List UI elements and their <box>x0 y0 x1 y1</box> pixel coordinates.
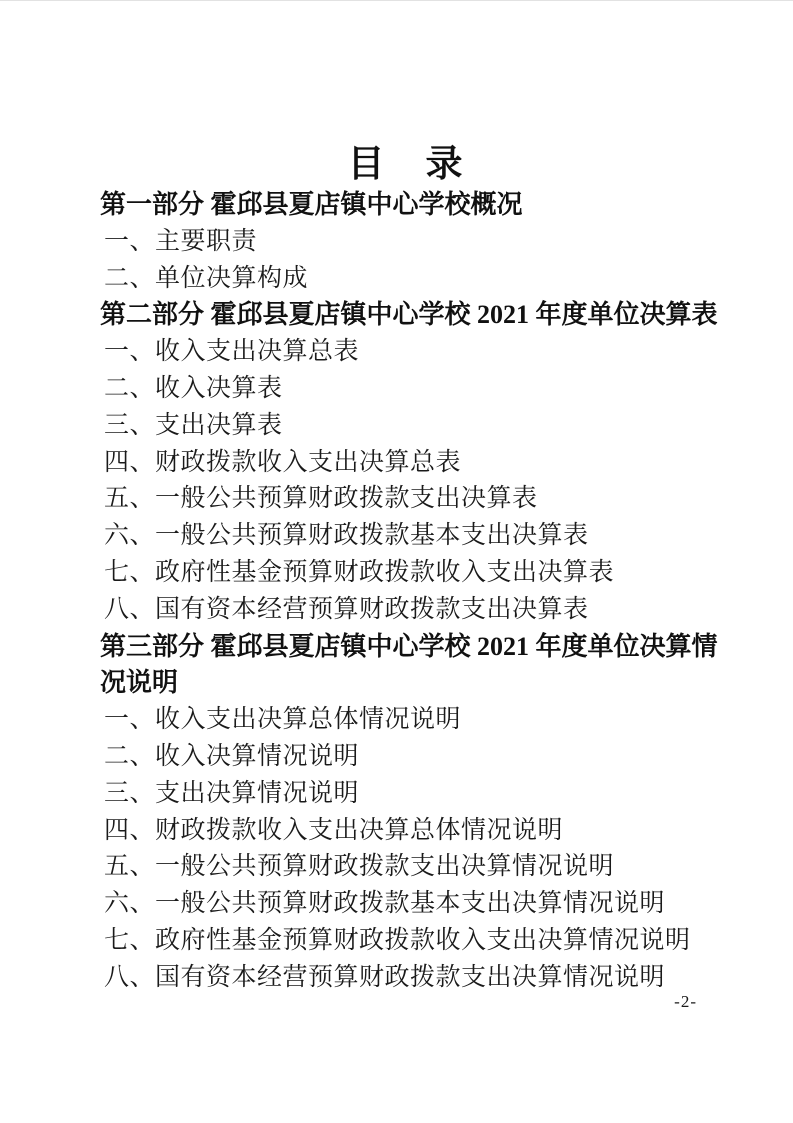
toc-part2-item-5: 五、一般公共预算财政拨款支出决算表 <box>104 485 538 513</box>
toc-part3-heading-line1: 第三部分 霍邱县夏店镇中心学校 2021 年度单位决算情 <box>100 631 718 661</box>
toc-part3-item-1: 一、收入支出决算总体情况说明 <box>104 706 462 734</box>
toc-part1-item-2: 二、单位决算构成 <box>104 264 309 292</box>
toc-part3-item-2: 二、收入决算情况说明 <box>104 742 360 770</box>
page-number: -2- <box>674 992 697 1011</box>
table-of-contents <box>100 187 720 997</box>
toc-part3-item-5: 五、一般公共预算财政拨款支出决算情况说明 <box>104 853 615 881</box>
toc-part2-item-3: 三、支出决算表 <box>104 411 283 439</box>
toc-part3-item-4: 四、财政拨款收入支出决算总体情况说明 <box>104 816 564 844</box>
toc-part2-item-8: 八、国有资本经营预算财政拨款支出决算表 <box>104 595 589 623</box>
toc-part2-item-7: 七、政府性基金预算财政拨款收入支出决算表 <box>104 558 615 586</box>
toc-part1-heading: 第一部分 霍邱县夏店镇中心学校概况 <box>100 190 523 219</box>
toc-part3-item-7: 七、政府性基金预算财政拨款收入支出决算情况说明 <box>104 926 691 954</box>
toc-part2-heading: 第二部分 霍邱县夏店镇中心学校 2021 年度单位决算表 <box>100 300 718 330</box>
toc-part2-item-4: 四、财政拨款收入支出决算总表 <box>104 448 462 476</box>
toc-part3-heading-line2: 况说明 <box>100 668 179 698</box>
toc-part2-item-2: 二、收入决算表 <box>104 374 283 402</box>
toc-part1-item-1: 一、主要职责 <box>104 227 258 255</box>
toc-part3-item-8: 八、国有资本经营预算财政拨款支出决算情况说明 <box>104 963 666 991</box>
toc-part3-item-6: 六、一般公共预算财政拨款基本支出决算情况说明 <box>104 890 666 918</box>
page-title: 目 录 <box>347 143 465 184</box>
toc-part2-item-1: 一、收入支出决算总表 <box>104 338 360 366</box>
toc-part3-item-3: 三、支出决算情况说明 <box>104 779 360 807</box>
toc-part2-item-6: 六、一般公共预算财政拨款基本支出决算表 <box>104 522 589 550</box>
